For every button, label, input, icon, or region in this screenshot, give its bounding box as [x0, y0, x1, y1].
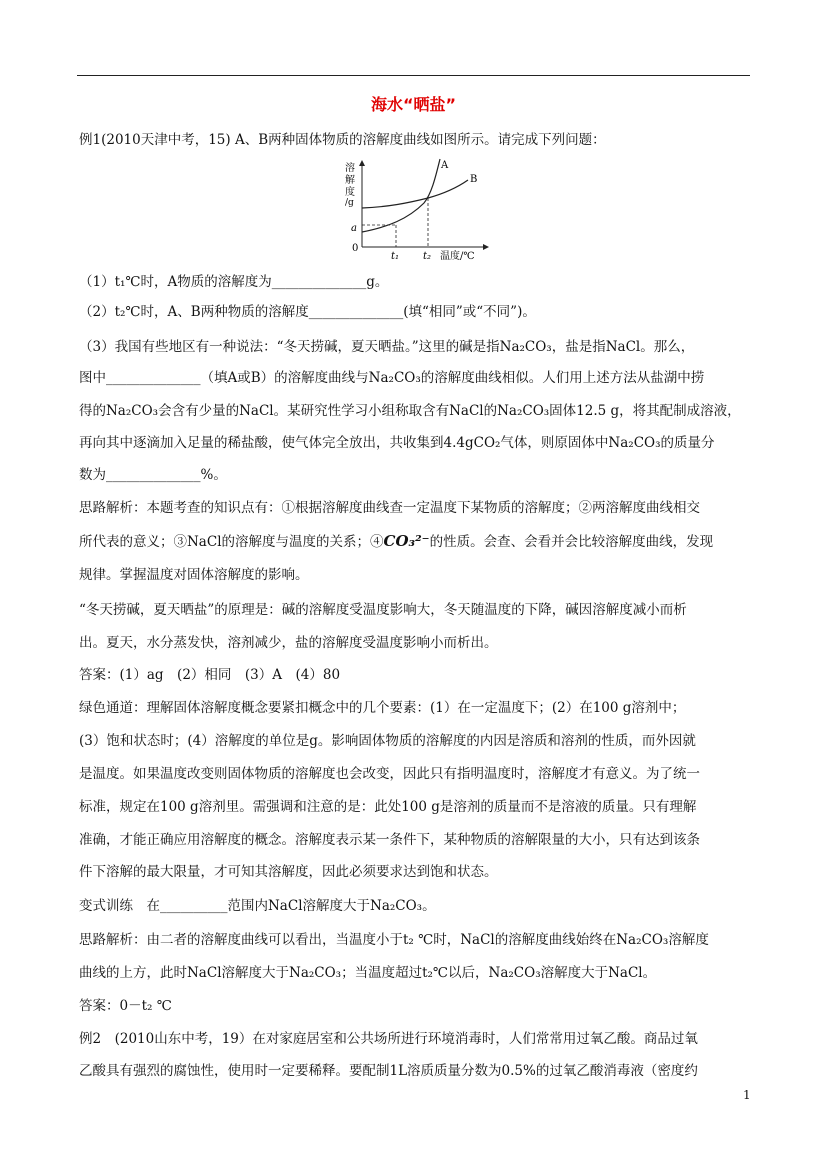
analysis-line3: 规律。掌握温度对固体溶解度的影响。 — [79, 567, 309, 583]
ylabel-2: 解 — [345, 175, 355, 186]
q3-line4: 再向其中逐滴加入足量的稀盐酸，使气体完全放出，共收集到4.4gCO₂气体，则原固体中Na₂CO₃的质量分 — [79, 435, 715, 451]
page-title: 海水“晒盐” — [370, 95, 457, 114]
xlabel: 温度/℃ — [440, 251, 475, 262]
example1-intro: 例1(2010天津中考，15) A、B两种固体物质的溶解度曲线如图所示。请完成下列问题： — [79, 132, 606, 148]
header-rule — [77, 75, 750, 76]
variant-analysis-line1: 思路解析：由二者的溶解度曲线可以看出，当温度小于t₂ ℃时，NaCl的溶解度曲线始终在Na₂CO₃溶解度 — [79, 932, 709, 948]
analysis-line2 — [79, 531, 751, 552]
solubility-graph — [328, 155, 498, 263]
q2: （2）t₂℃时，A、B两种物质的溶解度______________(填“相同”或“不同”)。 — [79, 304, 536, 320]
variant-line: 变式训练 在__________范围内NaCl溶解度大于Na₂CO₃。 — [79, 898, 436, 914]
variant-answer: 答案：0－t₂ ℃ — [79, 998, 172, 1014]
q3-line1: （3）我国有些地区有一种说法：“冬天捞碱，夏天晒盐。”这里的碱是指Na₂CO₃，盐是指NaCl。那么， — [79, 339, 695, 355]
curve-a-label: A — [441, 160, 449, 171]
principle-line1: “冬天捞碱，夏天晒盐”的原理是：碱的溶解度受温度影响大，冬天随温度的下降，碱因溶解度减小而析 — [79, 602, 687, 618]
label-t1: t₁ — [391, 251, 400, 262]
page-number: 1 — [743, 1088, 751, 1102]
green-line1: 绿色通道：理解固体溶解度概念要紧扣概念中的几个要素：(1）在一定温度下；(2）在100 g溶剂中； — [79, 700, 686, 716]
analysis-line2-b: 的性质。会查、会看并会比较溶解度曲线，发现 — [429, 534, 714, 550]
principle-line2: 出。夏天，水分蒸发快，溶剂减少，盐的溶解度受温度影响小而析出。 — [79, 635, 498, 651]
answer1: 答案：(1）ag (2）相同 (3）A (4）80 — [79, 667, 341, 683]
co3-formula: CO₃²⁻ — [383, 532, 430, 550]
label-a-axis: a — [351, 223, 357, 234]
example2-line1: 例2 (2010山东中考，19）在对家庭居室和公共场所进行环境消毒时，人们常常用过氧乙酸。商品过氧 — [79, 1031, 698, 1047]
example2-line2: 乙酸具有强烈的腐蚀性，使用时一定要稀释。要配制1L溶质质量分数为0.5%的过氧乙酸消毒液（密度约 — [79, 1063, 698, 1079]
q1: （1）t₁℃时，A物质的溶解度为______________g。 — [79, 274, 389, 290]
q3-line2: 图中______________（填A或B）的溶解度曲线与Na₂CO₃的溶解度曲线相似。人们用上述方法从盐湖中捞 — [79, 370, 705, 386]
green-line5: 准确，才能正确应用溶解度的概念。溶解度表示某一条件下，某种物质的溶解限量的大小，只有达到该条 — [79, 832, 700, 848]
q3-line3: 得的Na₂CO₃会含有少量的NaCl。某研究性学习小组称取含有NaCl的Na₂CO₃固体12.5 g，将其配制成溶液， — [79, 403, 741, 419]
green-line4: 标准，规定在100 g溶剂里。需强调和注意的是：此处100 g是溶剂的质量而不是溶液的质量。只有理解 — [79, 799, 697, 815]
green-line6: 件下溶解的最大限量，才可知其溶解度，因此必须要求达到饱和状态。 — [79, 864, 498, 880]
green-line2: (3）饱和状态时；(4）溶解度的单位是g。影响固体物质的溶解度的内因是溶质和溶剂的性质，而外因就 — [79, 733, 696, 749]
variant-analysis-line2: 曲线的上方，此时NaCl溶解度大于Na₂CO₃；当温度超过t₂℃以后，Na₂CO₃溶解度大于NaCl。 — [79, 965, 657, 981]
green-line3: 是温度。如果温度改变则固体物质的溶解度也会改变，因此只有指明温度时，溶解度才有意义。为了统一 — [79, 766, 700, 782]
analysis-line2-a: 所代表的意义；③NaCl的溶解度与温度的关系；④ — [79, 534, 384, 550]
label-origin: 0 — [352, 243, 359, 254]
analysis-line1: 思路解析：本题考查的知识点有：①根据溶解度曲线查一定温度下某物质的溶解度；②两溶解度曲线相交 — [79, 500, 700, 516]
curve-b-label: B — [470, 174, 478, 185]
label-t2: t₂ — [423, 251, 432, 262]
curve-a — [362, 159, 440, 232]
q3-line5: 数为______________%。 — [79, 467, 227, 483]
ylabel-4: /g — [345, 198, 354, 208]
curve-b — [362, 180, 468, 208]
ylabel-3: 度 — [345, 187, 355, 198]
ylabel-1: 溶 — [345, 163, 355, 174]
